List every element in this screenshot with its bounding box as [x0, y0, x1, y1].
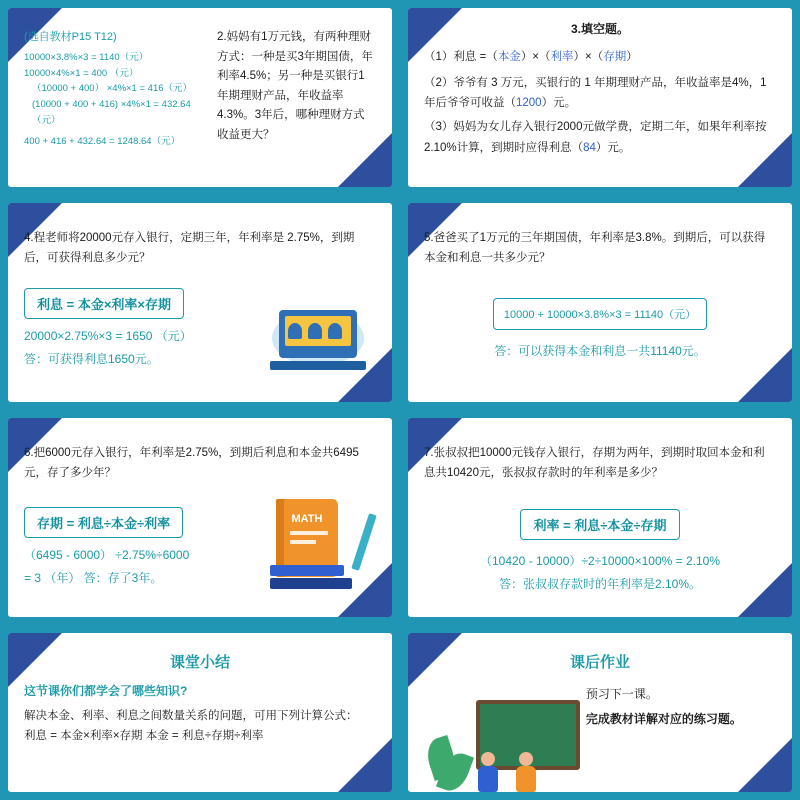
slide-8-content [408, 633, 792, 792]
stacked-books [270, 565, 352, 589]
answer-text: 答：可获得利息1650元。 [24, 351, 159, 366]
slide-2-content [408, 8, 792, 187]
answer-lilv: 利率 [550, 51, 574, 63]
calc-line-4: (10000 + 400 + 416) ×4%×1 = 432.64（元） [32, 99, 191, 126]
question-text-5: 5.爸爸买了1万元的三年期国债，年利率是3.8%。到期后，可以获得本金和利息一共多少元？ [424, 232, 766, 264]
book-line-1 [290, 531, 328, 535]
fill-item-3-text-b: ）元。 [595, 141, 631, 154]
computer-desk-illustration [270, 304, 366, 370]
answer-cunqi: 存期 [603, 51, 627, 63]
fill-item-1-suffix: ） [626, 51, 638, 63]
answer-box-wrapper [424, 298, 776, 363]
book-line-2 [290, 540, 316, 544]
monitor-icon [279, 310, 357, 358]
summary-body-1: 解决本金、利率、利息之间数量关系的问题，可用下列计算公式： [24, 710, 358, 722]
slide-4-content [408, 203, 792, 402]
calc-line-3: （10000 + 400） ×4%×1 = 416（元） [32, 83, 193, 95]
slide-card-7 [8, 633, 392, 792]
fill-item-1-prefix: （1）利息 =（ [424, 51, 498, 63]
book-blue-bottom [270, 578, 352, 589]
slide-1-content [8, 8, 392, 187]
fill-item-1-mid2: ）×（ [573, 51, 604, 63]
slide-card-2 [408, 8, 792, 187]
fill-item-3 [424, 117, 776, 157]
monitor-screen [285, 316, 351, 346]
slide-card-8 [408, 633, 792, 792]
student-head [519, 752, 533, 766]
slide-1-left-column [24, 28, 207, 173]
formula-term: 存期 = 利息÷本金÷利率 [24, 507, 183, 538]
homework-title: 课后作业 [569, 654, 630, 671]
homework-lines [586, 682, 776, 732]
student-figure [516, 752, 536, 792]
slide-5-content [8, 418, 392, 617]
fill-item-1 [424, 47, 776, 67]
question-text-7: 7.张叔叔把10000元钱存入银行，存期为两年，到期时取回本金和利息共10420元，张叔叔存款时的年利率是多少？ [424, 447, 765, 479]
summary-body-2: 利息 = 本金×利率×存期 本金 = 利息÷存期÷利率 [24, 729, 264, 742]
answer-text: 答：张叔叔存款时的年利率是2.10%。 [498, 576, 702, 591]
answer-benjin: 本金 [497, 51, 521, 63]
calc-line-2: 10000×4%×1 = 400 （元） [24, 67, 139, 79]
teacher-figure [478, 752, 498, 792]
question-text-4: 4.程老师将20000元存入银行，定期三年，年利率是 2.75%，到期后，可获得利息多少元？ [24, 232, 355, 264]
calc-line-2: = 3 （年） 答：存了3年。 [24, 570, 163, 585]
calc-text: （10420 - 10000）÷2÷10000×100% = 2.10% [479, 554, 721, 569]
student-body [516, 766, 536, 792]
teacher-body [478, 766, 498, 792]
summary-title: 课堂小结 [169, 654, 230, 671]
slide-card-6 [408, 418, 792, 617]
question-text-2: 2.妈妈有1万元钱，有两种理财方式：一种是买3年期国债，年利率4.5%；另一种是买银行1年期理财产品，年收益率4.3%。3年后，哪种理财方式收益更大？ [217, 31, 373, 141]
calc-line-5: 400 + 416 + 432.64 = 1248.64（元） [24, 136, 181, 148]
formula-interest: 利息 = 本金×利率×存期 [24, 288, 184, 319]
fill-item-3-text-a: （3）妈妈为女儿存入银行2000元做学费，定期二年，如果年利率按2.10%计算，到期时应得利息（ [424, 121, 767, 154]
slide-3-content [8, 203, 392, 402]
calc-box: 10000 + 10000×3.8%×3 = 11140（元） [493, 298, 707, 330]
fill-blank-title: 3.填空题。 [570, 22, 629, 36]
homework-line-1: 预习下一课。 [585, 687, 658, 701]
slide-card-4 [408, 203, 792, 402]
book-blue-top [270, 565, 344, 576]
calc-text: 20000×2.75%×3 = 1650 （元） [24, 329, 192, 344]
calc-line-1: 10000×3.8%×3 = 1140（元） [24, 52, 149, 63]
homework-line-2: 完成教材详解对应的练习题。 [585, 712, 742, 727]
math-book-illustration [260, 493, 370, 593]
slide-card-1 [8, 8, 392, 187]
teacher-student-blackboard-illustration [424, 700, 594, 792]
formula-rate: 利率 = 利息÷本金÷存期 [520, 509, 679, 540]
slide-1-right-column [217, 28, 375, 173]
fill-item-2-text-a: （2）爷爷有 3 万元，买银行的 1 年期理财产品，年收益率是4%，1年后爷爷可收益（ [424, 77, 767, 110]
calc-line-1: （6495 - 6000） ÷2.75%÷6000 [24, 548, 190, 563]
slide-7-content [8, 633, 392, 792]
fill-item-2 [424, 73, 776, 113]
question-text-6: 6.把6000元存入银行，年利率是2.75%，到期后利息和本金共6495元，存了多少年？ [24, 447, 359, 479]
fill-item-1-mid1: ）×（ [520, 51, 551, 63]
slide-card-3 [8, 203, 392, 402]
slide-card-5 [8, 418, 392, 617]
fill-item-2-value: 1200 [516, 97, 542, 110]
desk-base [270, 361, 366, 370]
fill-item-2-text-b: ）元。 [541, 97, 577, 110]
summary-prompt: 这节课你们都学会了哪些知识? [24, 684, 188, 698]
slide-6-content [408, 418, 792, 617]
source-note: (选自教材P15 T12) [24, 31, 117, 43]
answer-text: 答：可以获得本金和利息一共11140元。 [494, 344, 706, 359]
fill-item-3-value: 84 [583, 141, 596, 154]
plant-icon [428, 738, 468, 792]
teacher-head [481, 752, 495, 766]
book-label: MATH [291, 513, 323, 525]
slide-6-answer-area [424, 509, 776, 596]
